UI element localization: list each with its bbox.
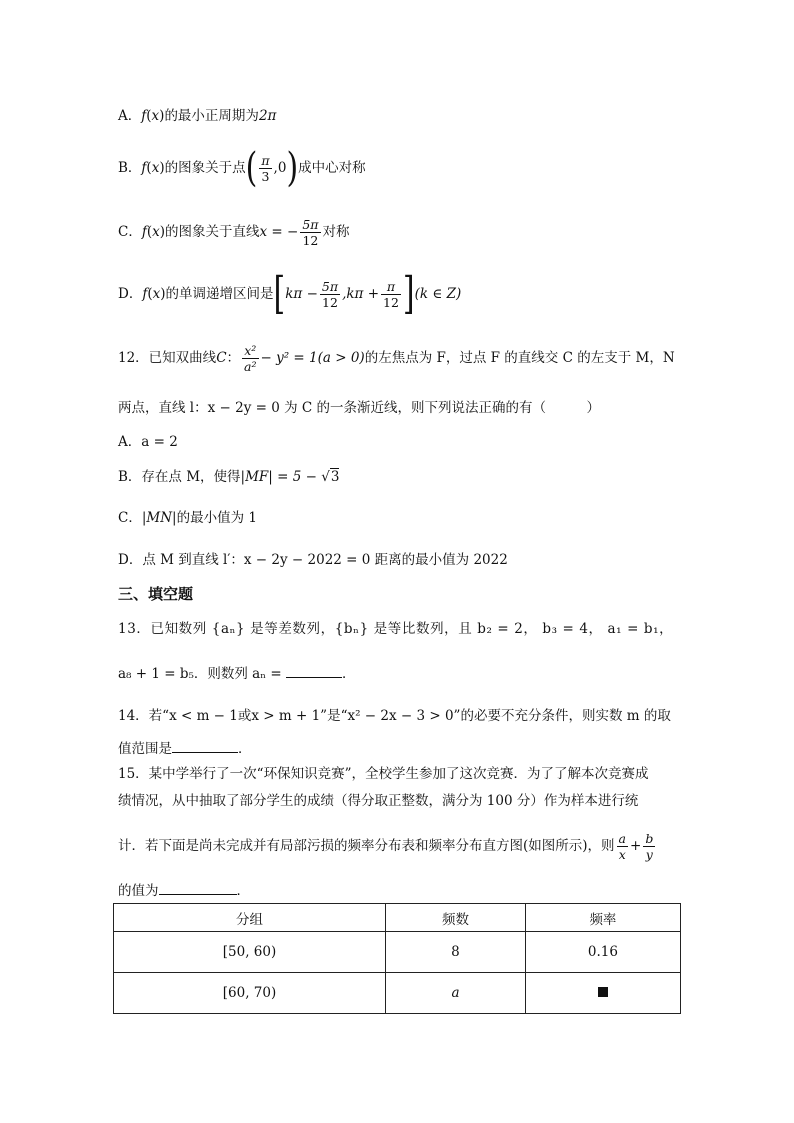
question-13-line-1: 13．已知数列 {aₙ} 是等差数列，{bₙ} 是等比数列，且 b₂ = 2， b₃ = 4， a₁ = b₁，	[118, 621, 674, 637]
table-header: 分组	[114, 904, 386, 932]
option-11d: D．f(x)的单调递增区间是[kπ − $\frac{5\pi}{12}$ ,kπ + $\frac{\pi}{12}$ ](k ∈ Z)	[118, 268, 462, 320]
smudge-square-icon	[598, 987, 608, 997]
option-11b: B．f(x)的图象关于点( $\frac{\pi}{3}$ ,0)成中心对称	[118, 144, 366, 192]
answer-blank-15[interactable]	[159, 880, 237, 895]
answer-blank-13[interactable]	[286, 663, 342, 678]
frequency-table	[113, 903, 681, 1014]
table-row	[114, 973, 681, 1014]
question-13-line-2: a₈ + 1 = b₅．则数列 aₙ = ．	[118, 663, 355, 683]
option-12b: B．存在点 M，使得|MF| = 5 − √3	[118, 469, 340, 485]
option-12a: A．a = 2	[118, 434, 178, 450]
question-14-line-2: 值范围是 ．	[118, 738, 252, 758]
table-header: 频数	[386, 904, 526, 932]
question-15-line-4: 的值为 ．	[118, 880, 250, 900]
table-cell: [60, 70)	[114, 973, 386, 1014]
question-12-stem-2: 两点，直线 l：x − 2y = 0 为 C 的一条渐近线，则下列说法正确的有（ ）	[118, 400, 601, 416]
question-15-line-1: 15．某中学举行了一次“环保知识竞赛”，全校学生参加了这次竞赛．为了了解本次竞赛成	[118, 766, 649, 782]
option-12d: D．点 M 到直线 l′：x − 2y − 2022 = 0 距离的最小值为 2022	[118, 552, 508, 568]
table-cell	[525, 973, 680, 1014]
table-cell: a	[386, 973, 526, 1014]
option-11a: A．f(x)的最小正周期为2π	[118, 108, 277, 124]
question-15-line-3: 计．若下面是尚未完成并有局部污损的频率分布表和频率分布直方图(如图所示)，则 $\frac{a}{x}$ + $\frac{b}{y}$	[118, 831, 654, 862]
option-12c: C．|MN|的最小值为 1	[118, 510, 257, 526]
table-row	[114, 932, 681, 973]
question-15-line-2: 绩情况，从中抽取了部分学生的成绩（得分取正整数，满分为 100 分）作为样本进行统	[118, 793, 639, 809]
table-header-row	[114, 904, 681, 932]
section-title: 三、填空题	[118, 585, 194, 603]
option-11c: C．f(x)的图象关于直线x = − $\frac{5\pi}{12}$ 对称	[118, 217, 350, 248]
table-cell: 8	[386, 932, 526, 973]
question-12-stem: 12．已知双曲线C： $\frac{\text{x²}}{\text{a²}}$ − y² = 1(a > 0)的左焦点为 F，过点 F 的直线交 C 的左支于 M，N	[118, 343, 675, 374]
table-header: 频率	[525, 904, 680, 932]
table-cell: [50, 60)	[114, 932, 386, 973]
question-14-line-1: 14．若“x < m − 1或x > m + 1”是“x² − 2x − 3 > 0”的必要不充分条件，则实数 m 的取	[118, 708, 671, 724]
table-cell: 0.16	[525, 932, 680, 973]
answer-blank-14[interactable]	[172, 738, 238, 753]
